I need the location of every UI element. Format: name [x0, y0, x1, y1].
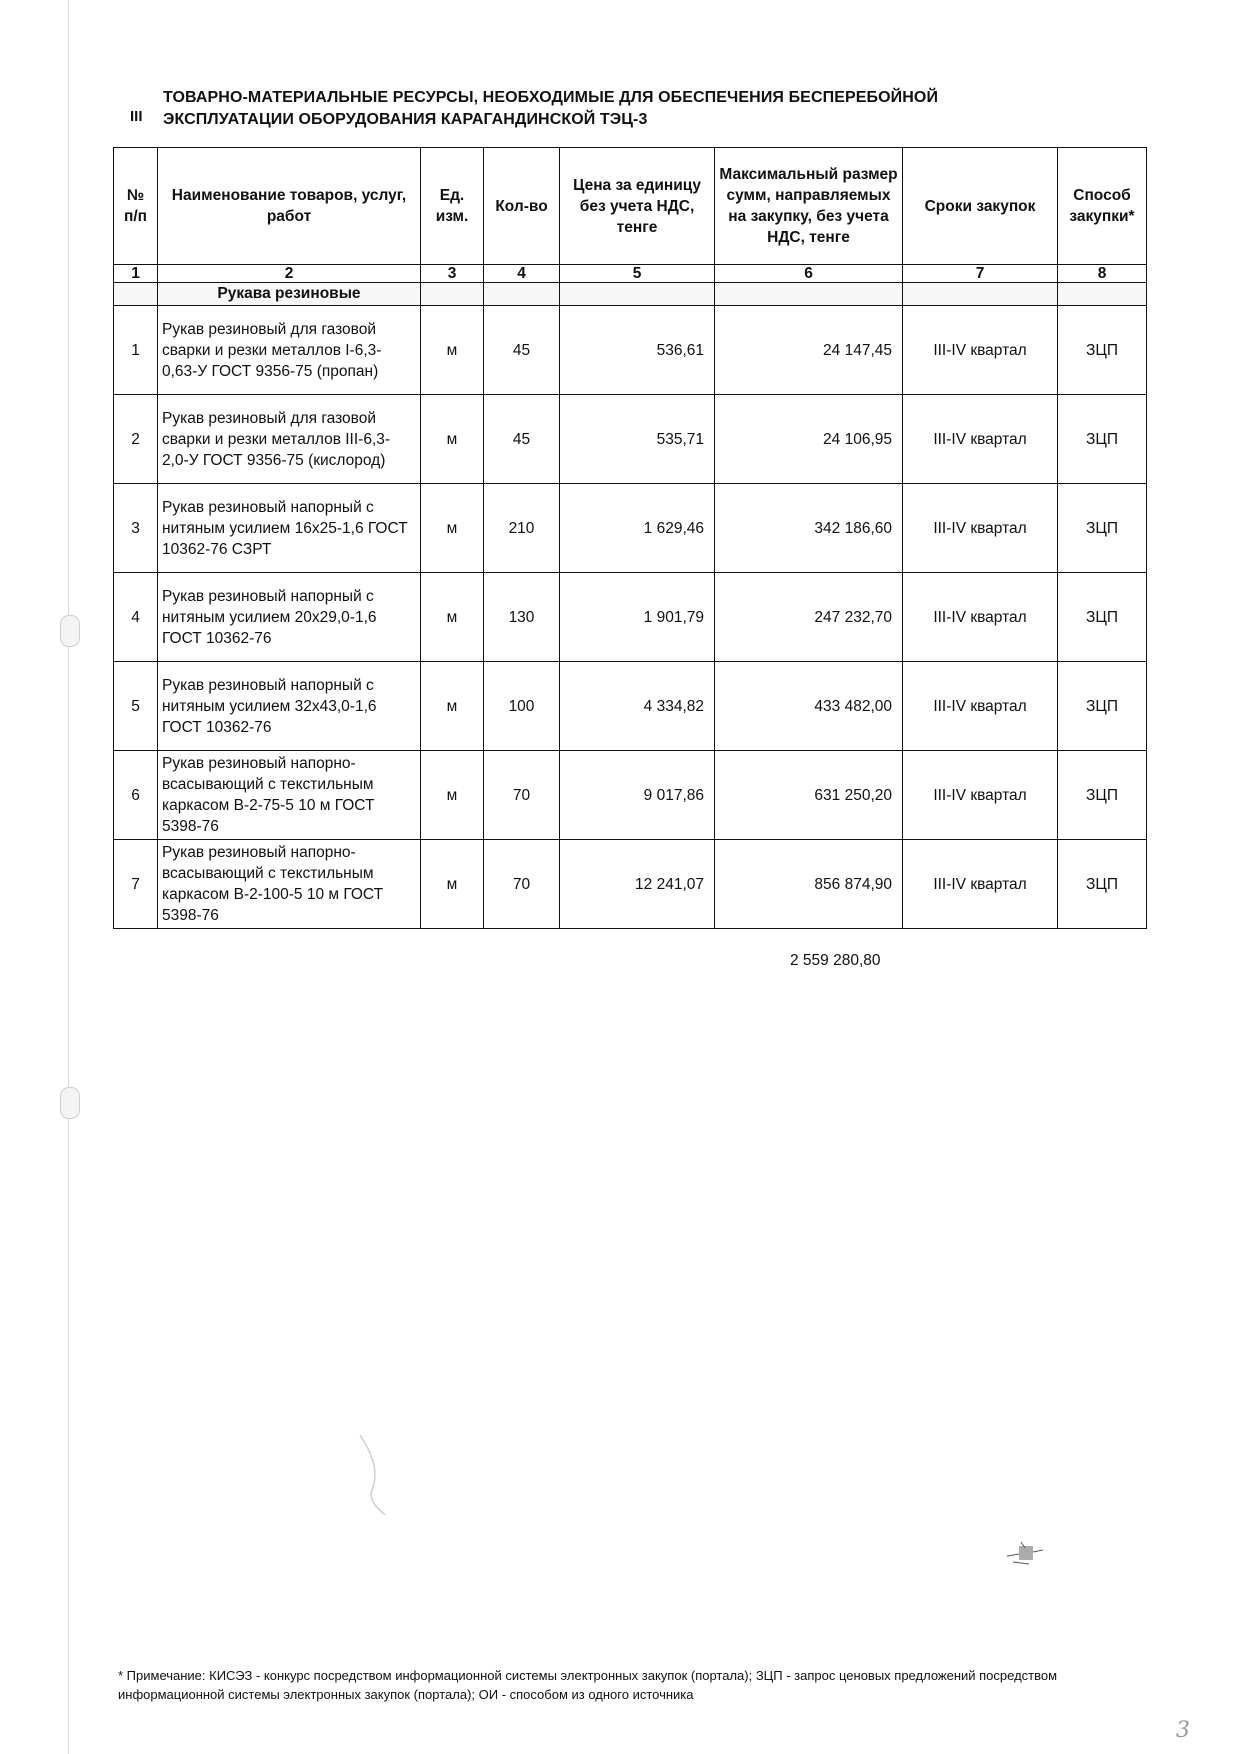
item-method: ЗЦП: [1058, 840, 1147, 929]
item-period: III-IV квартал: [903, 840, 1058, 929]
item-name: Рукав резиновый напорный с нитяным усилием 32х43,0-1,6 ГОСТ 10362-76: [158, 662, 421, 751]
item-price: 1 629,46: [560, 484, 715, 573]
item-period: III-IV квартал: [903, 484, 1058, 573]
item-method: ЗЦП: [1058, 573, 1147, 662]
item-sum: 24 106,95: [715, 395, 903, 484]
item-unit: м: [421, 840, 484, 929]
table-total: 2 559 280,80: [790, 952, 881, 969]
row-number: 6: [114, 751, 158, 840]
footnote: * Примечание: КИСЭЗ - конкурс посредством информационной системы электронных закупок (портала); ЗЦП - запрос ценовых предложений посредством информационной системы электронных закупок (портала); ОИ - способом из одного источника: [118, 1668, 1058, 1702]
empty-cell: [715, 283, 903, 306]
header-cell: Ед. изм.: [421, 148, 484, 265]
empty-cell: [484, 283, 560, 306]
item-name: Рукав резиновый напорный с нитяным усилием 16х25-1,6 ГОСТ 10362-76 СЗРТ: [158, 484, 421, 573]
item-method: ЗЦП: [1058, 662, 1147, 751]
row-number: 1: [114, 306, 158, 395]
row-number: 4: [114, 573, 158, 662]
column-number: 4: [484, 265, 560, 283]
item-period: III-IV квартал: [903, 662, 1058, 751]
column-number: 8: [1058, 265, 1147, 283]
item-sum: 631 250,20: [715, 751, 903, 840]
item-qty: 45: [484, 306, 560, 395]
punch-hole: [60, 615, 80, 647]
empty-cell: [114, 283, 158, 306]
item-sum: 856 874,90: [715, 840, 903, 929]
page-number: 3: [1176, 1718, 1190, 1743]
empty-cell: [560, 283, 715, 306]
table-row: [114, 573, 1147, 662]
column-number: 3: [421, 265, 484, 283]
item-unit: м: [421, 395, 484, 484]
column-number-row: [114, 265, 1147, 283]
header-cell: Цена за единицу без учета НДС, тенге: [560, 148, 715, 265]
header-cell: Максимальный размер сумм, направляемых на закупку, без учета НДС, тенге: [715, 148, 903, 265]
item-sum: 247 232,70: [715, 573, 903, 662]
item-price: 1 901,79: [560, 573, 715, 662]
item-period: III-IV квартал: [903, 751, 1058, 840]
item-name: Рукав резиновый напорный с нитяным усилием 20х29,0-1,6 ГОСТ 10362-76: [158, 573, 421, 662]
item-method: ЗЦП: [1058, 484, 1147, 573]
item-name: Рукав резиновый напорно-всасывающий с текстильным каркасом В-2-75-5 10 м ГОСТ 5398-76: [158, 751, 421, 840]
item-name: Рукав резиновый напорно-всасывающий с текстильным каркасом В-2-100-5 10 м ГОСТ 5398-76: [158, 840, 421, 929]
header-cell: Сроки закупок: [903, 148, 1058, 265]
header-cell: Кол-во: [484, 148, 560, 265]
item-price: 12 241,07: [560, 840, 715, 929]
header-cell: Способ закупки*: [1058, 148, 1147, 265]
column-number: 6: [715, 265, 903, 283]
table-row: [114, 662, 1147, 751]
item-unit: м: [421, 573, 484, 662]
header-cell: № п/п: [114, 148, 158, 265]
row-number: 5: [114, 662, 158, 751]
item-unit: м: [421, 484, 484, 573]
item-period: III-IV квартал: [903, 573, 1058, 662]
header-row: [114, 148, 1147, 265]
item-sum: 433 482,00: [715, 662, 903, 751]
resources-table: [113, 147, 1147, 929]
item-unit: м: [421, 662, 484, 751]
item-name: Рукав резиновый для газовой сварки и резки металлов III-6,3-2,0-У ГОСТ 9356-75 (кислород): [158, 395, 421, 484]
column-number: 2: [158, 265, 421, 283]
item-unit: м: [421, 751, 484, 840]
table-row: [114, 751, 1147, 840]
item-price: 535,71: [560, 395, 715, 484]
table-row: [114, 840, 1147, 929]
section-number: III: [130, 108, 143, 125]
item-method: ЗЦП: [1058, 395, 1147, 484]
item-period: III-IV квартал: [903, 395, 1058, 484]
item-sum: 342 186,60: [715, 484, 903, 573]
category-row: [114, 283, 1147, 306]
document-title: ТОВАРНО-МАТЕРИАЛЬНЫЕ РЕСУРСЫ, НЕОБХОДИМЫЕ ДЛЯ ОБЕСПЕЧЕНИЯ БЕСПЕРЕБОЙНОЙ ЭКСПЛУАТАЦИИ ОБОРУДОВАНИЯ КАРАГАНДИНСКОЙ ТЭЦ-3: [163, 89, 939, 128]
table-row: [114, 484, 1147, 573]
header-cell: Наименование товаров, услуг, работ: [158, 148, 421, 265]
column-number: 5: [560, 265, 715, 283]
table-row: [114, 306, 1147, 395]
category-label: Рукава резиновые: [158, 283, 421, 306]
item-qty: 210: [484, 484, 560, 573]
item-qty: 100: [484, 662, 560, 751]
item-qty: 70: [484, 840, 560, 929]
item-price: 4 334,82: [560, 662, 715, 751]
pen-mark: [350, 1430, 400, 1520]
row-number: 2: [114, 395, 158, 484]
item-qty: 70: [484, 751, 560, 840]
empty-cell: [1058, 283, 1147, 306]
signature-stamp-icon: [1005, 1540, 1045, 1568]
item-sum: 24 147,45: [715, 306, 903, 395]
item-qty: 130: [484, 573, 560, 662]
row-number: 3: [114, 484, 158, 573]
empty-cell: [903, 283, 1058, 306]
item-qty: 45: [484, 395, 560, 484]
punch-hole: [60, 1087, 80, 1119]
empty-cell: [421, 283, 484, 306]
item-name: Рукав резиновый для газовой сварки и резки металлов I-6,3-0,63-У ГОСТ 9356-75 (пропан): [158, 306, 421, 395]
row-number: 7: [114, 840, 158, 929]
column-number: 7: [903, 265, 1058, 283]
item-method: ЗЦП: [1058, 306, 1147, 395]
column-number: 1: [114, 265, 158, 283]
item-price: 9 017,86: [560, 751, 715, 840]
item-period: III-IV квартал: [903, 306, 1058, 395]
table-row: [114, 395, 1147, 484]
page-edge-line: [68, 0, 69, 1754]
item-method: ЗЦП: [1058, 751, 1147, 840]
item-unit: м: [421, 306, 484, 395]
item-price: 536,61: [560, 306, 715, 395]
